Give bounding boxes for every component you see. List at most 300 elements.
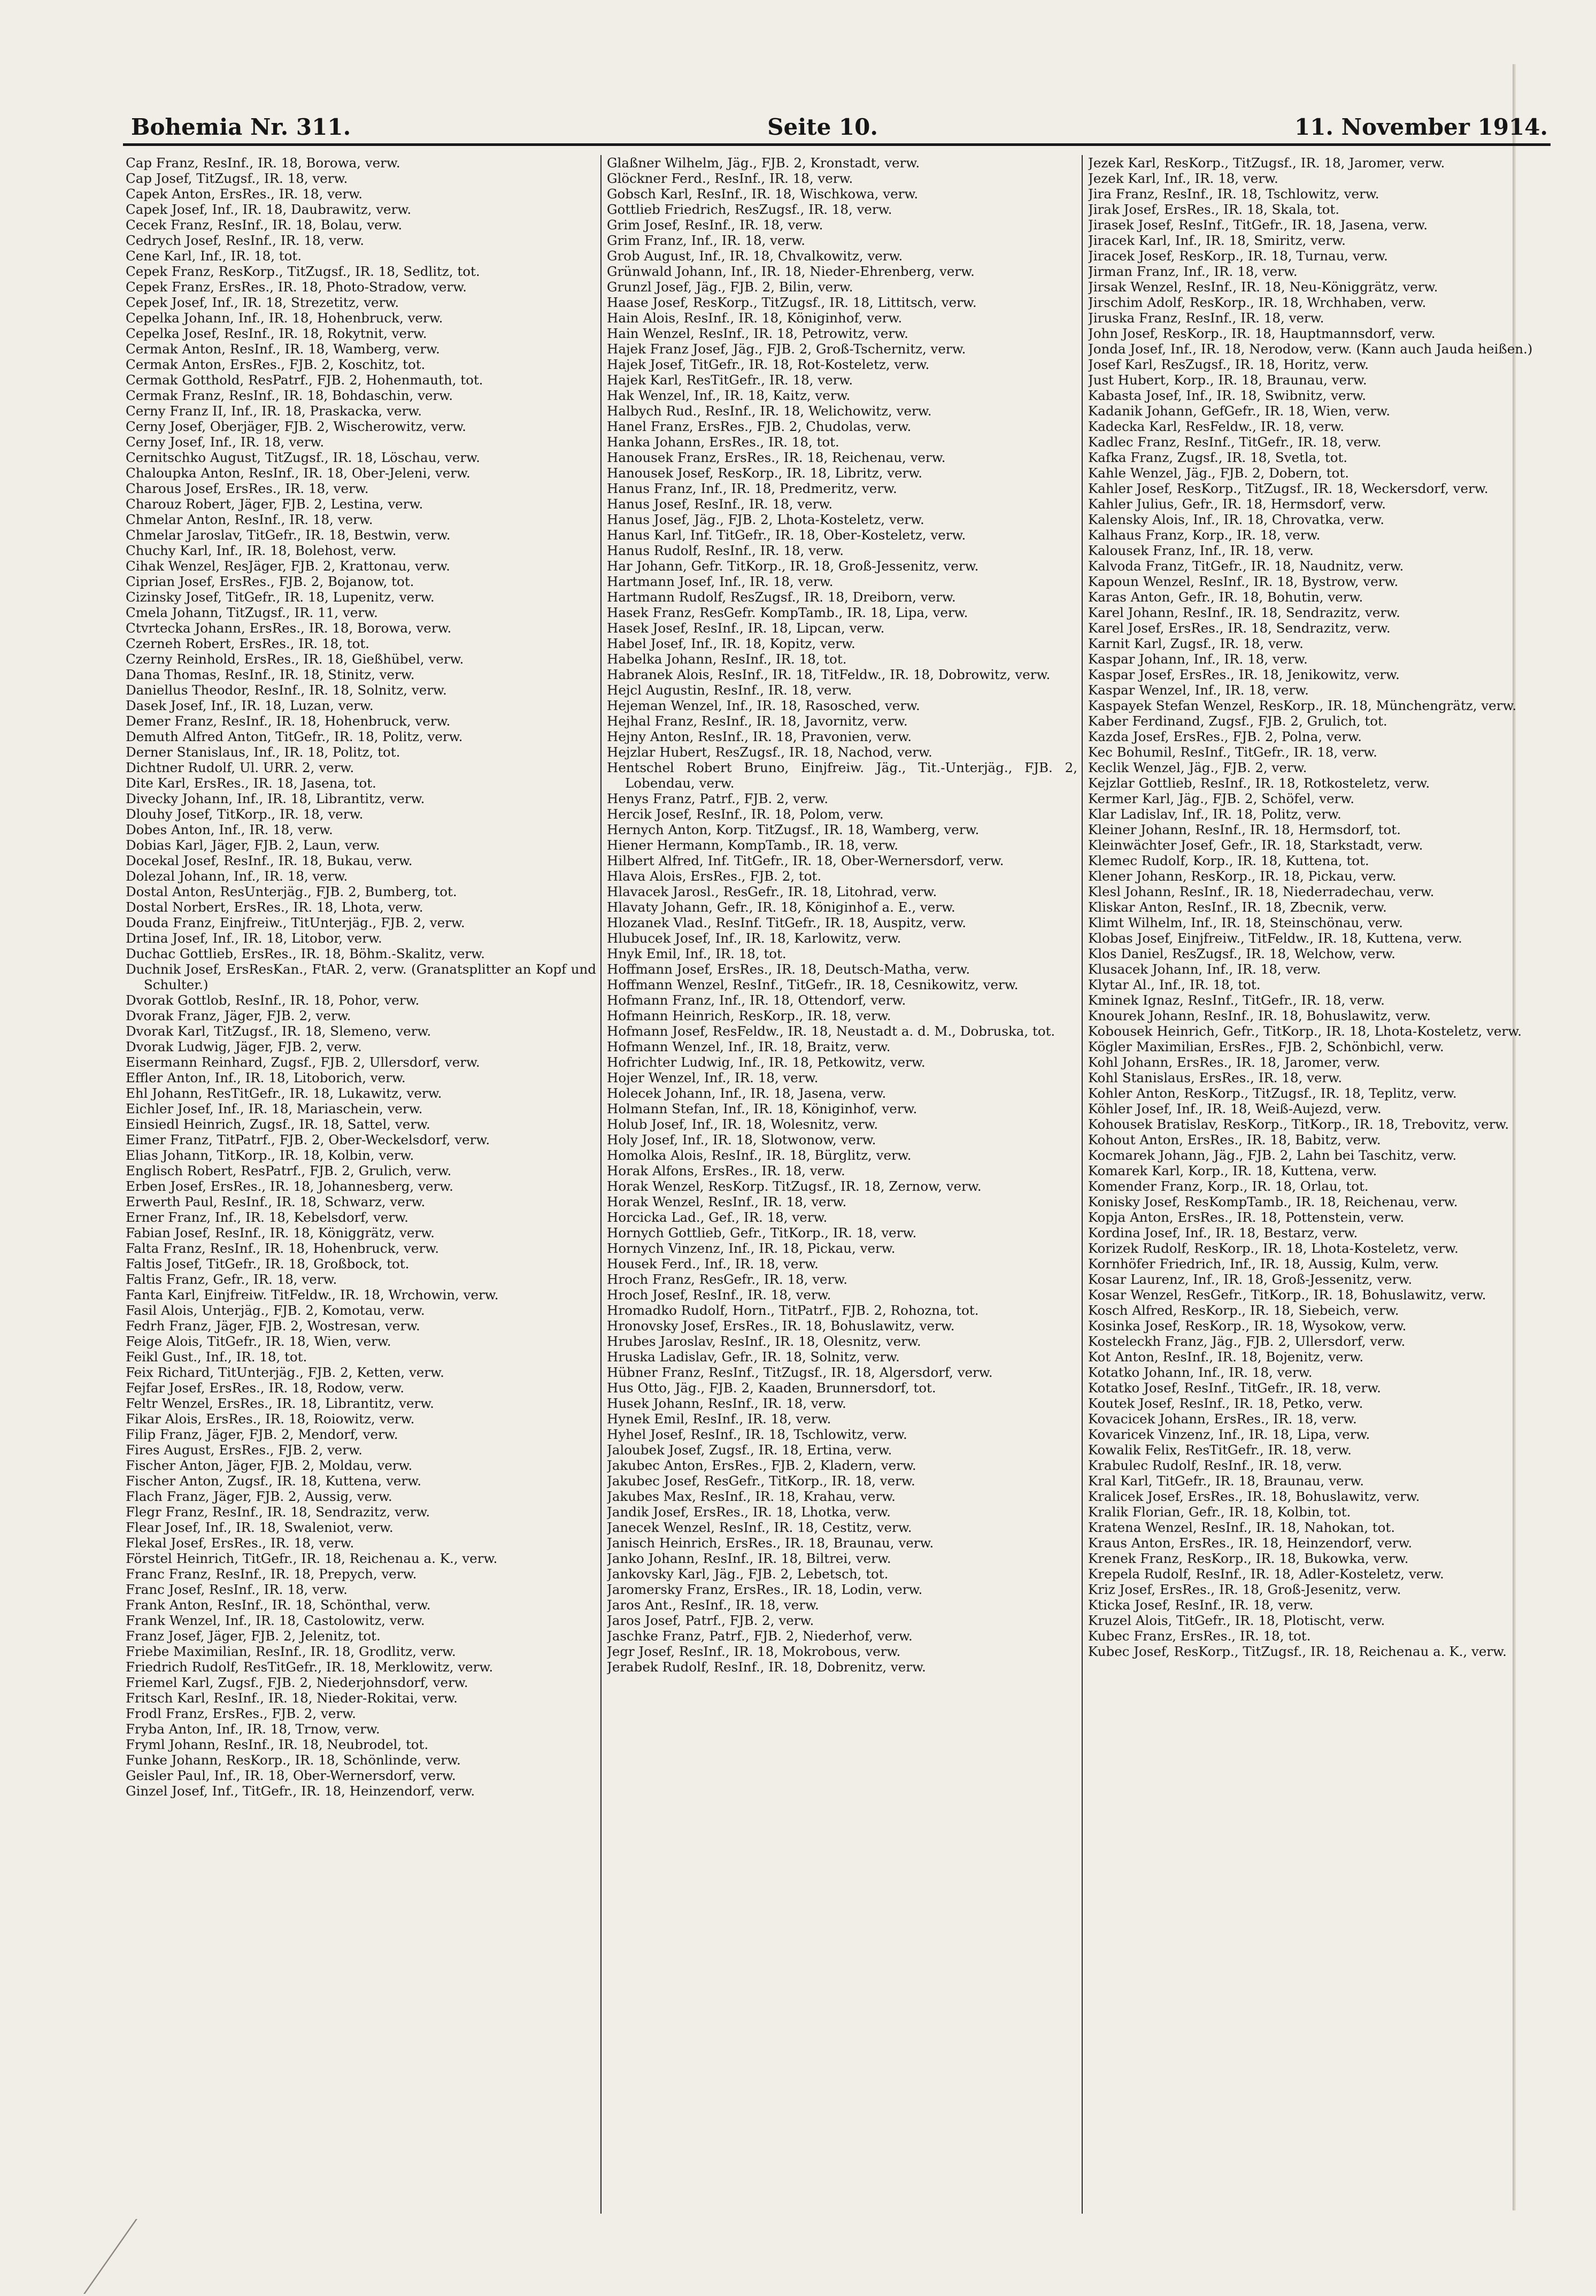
casualty-entry: Hlozanek Vlad., ResInf. TitGefr., IR. 18, Auspitz, verw. [607, 915, 967, 930]
casualty-entry: Frank Wenzel, Inf., IR. 18, Castolowitz, verw. [126, 1613, 425, 1628]
casualty-entry: Grunzl Josef, Jäg., FJB. 2, Bilin, verw. [607, 279, 853, 295]
casualty-entry: Hejcl Augustin, ResInf., IR. 18, verw. [607, 682, 852, 698]
casualty-entry: Josef Karl, ResZugsf., IR. 18, Horitz, verw. [1088, 357, 1369, 372]
casualty-entry: Jegr Josef, ResInf., IR. 18, Mokrobous, verw. [607, 1644, 901, 1659]
casualty-entry: Krabulec Rudolf, ResInf., IR. 18, verw. [1088, 1458, 1343, 1473]
casualty-entry: Cermak Anton, ResInf., IR. 18, Wamberg, verw. [126, 341, 440, 357]
casualty-entry: Kovacicek Johann, ErsRes., IR. 18, verw. [1088, 1411, 1357, 1427]
casualty-entry: Hübner Franz, ResInf., TitZugsf., IR. 18, Algersdorf, verw. [607, 1365, 993, 1380]
casualty-entry: Kaspayek Stefan Wenzel, ResKorp., IR. 18, Münchengrätz, verw. [1088, 698, 1517, 713]
casualty-entry: Jiracek Josef, ResKorp., IR. 18, Turnau, verw. [1088, 248, 1388, 264]
casualty-entry: Chaloupka Anton, ResInf., IR. 18, Ober-Jeleni, verw. [126, 465, 471, 481]
casualty-entry: Grob August, Inf., IR. 18, Chvalkowitz, verw. [607, 248, 903, 264]
casualty-entry: Klar Ladislav, Inf., IR. 18, Politz, verw. [1088, 806, 1341, 822]
casualty-entry: Kordina Josef, Inf., IR. 18, Bestarz, verw. [1088, 1225, 1358, 1241]
casualty-entry: Effler Anton, Inf., IR. 18, Litoborich, verw. [126, 1070, 406, 1085]
casualty-entry: Kohl Johann, ErsRes., IR. 18, Jaromer, verw. [1088, 1054, 1381, 1070]
casualty-entry: Kleiner Johann, ResInf., IR. 18, Hermsdorf, tot. [1088, 822, 1401, 837]
casualty-entry: Karel Johann, ResInf., IR. 18, Sendrazitz, verw. [1088, 605, 1400, 620]
casualty-entry: Chuchy Karl, Inf., IR. 18, Bolehost, verw. [126, 543, 397, 558]
casualty-entry: Kowalik Felix, ResTitGefr., IR. 18, verw. [1088, 1442, 1352, 1458]
casualty-entry: Feix Richard, TitUnterjäg., FJB. 2, Ketten, verw. [126, 1365, 444, 1380]
casualty-entry: Kohler Anton, ResKorp., TitZugsf., IR. 18, Teplitz, verw. [1088, 1085, 1457, 1101]
casualty-entry: Fikar Alois, ErsRes., IR. 18, Roiowitz, verw. [126, 1411, 415, 1427]
casualty-entry: Duchac Gottlieb, ErsRes., IR. 18, Böhm.-Skalitz, verw. [126, 946, 485, 961]
casualty-entry: Hartmann Josef, Inf., IR. 18, verw. [607, 574, 834, 589]
casualty-entry: Hanousek Josef, ResKorp., IR. 18, Libritz, verw. [607, 465, 923, 481]
casualty-entry: Konisky Josef, ResKompTamb., IR. 18, Reichenau, verw. [1088, 1194, 1458, 1209]
casualty-entry: Kahler Josef, ResKorp., TitZugsf., IR. 18, Weckersdorf, verw. [1088, 481, 1489, 496]
casualty-entry: Dana Thomas, ResInf., IR. 18, Stinitz, verw. [126, 667, 415, 682]
scan-fold-mark [83, 2219, 196, 2294]
casualty-entry: Klobas Josef, Einjfreiw., TitFeldw., IR. 18, Kuttena, verw. [1088, 930, 1462, 946]
casualty-entry: Ciprian Josef, ErsRes., FJB. 2, Bojanow, tot. [126, 574, 414, 589]
casualty-entry: Fejfar Josef, ErsRes., IR. 18, Rodow, verw. [126, 1380, 405, 1396]
casualty-entry: Kriz Josef, ErsRes., IR. 18, Groß-Jesenitz, verw. [1088, 1582, 1401, 1597]
casualty-entry: Fanta Karl, Einjfreiw. TitFeldw., IR. 18, Wrchowin, verw. [126, 1287, 499, 1303]
casualty-entry: Dichtner Rudolf, Ul. URR. 2, verw. [126, 760, 354, 775]
casualty-entry: Jaloubek Josef, Zugsf., IR. 18, Ertina, verw. [607, 1442, 892, 1458]
casualty-entry: Kalhaus Franz, Korp., IR. 18, verw. [1088, 527, 1321, 543]
casualty-entry: Komarek Karl, Korp., IR. 18, Kuttena, verw. [1088, 1163, 1377, 1178]
casualty-entry: Ehl Johann, ResTitGefr., IR. 18, Lukawitz, verw. [126, 1085, 442, 1101]
casualty-entry: Kögler Maximilian, ErsRes., FJB. 2, Schönbichl, verw. [1088, 1039, 1444, 1054]
casualty-entry: Kadecka Karl, ResFeldw., IR. 18, verw. [1088, 419, 1345, 434]
casualty-entry: Korizek Rudolf, ResKorp., IR. 18, Lhota-Kosteletz, verw. [1088, 1241, 1459, 1256]
casualty-entry: Jerabek Rudolf, ResInf., IR. 18, Dobrenitz, verw. [607, 1659, 926, 1675]
casualty-entry: Cepelka Johann, Inf., IR. 18, Hohenbruck, verw. [126, 310, 443, 326]
casualty-entry: Kocmarek Johann, Jäg., FJB. 2, Lahn bei Taschitz, verw. [1088, 1147, 1457, 1163]
casualty-entry: Jirak Josef, ErsRes., IR. 18, Skala, tot. [1088, 202, 1340, 217]
casualty-entry: Dobes Anton, Inf., IR. 18, verw. [126, 822, 333, 837]
casualty-entry: Jankovsky Karl, Jäg., FJB. 2, Lebetsch, tot. [607, 1566, 889, 1582]
casualty-entry: Hasek Josef, ResInf., IR. 18, Lipcan, verw. [607, 620, 885, 636]
casualty-entry: Englisch Robert, ResPatrf., FJB. 2, Grulich, verw. [126, 1163, 452, 1178]
casualty-entry: Klemec Rudolf, Korp., IR. 18, Kuttena, tot. [1088, 853, 1369, 868]
casualty-entry: Grünwald Johann, Inf., IR. 18, Nieder-Ehrenberg, verw. [607, 264, 975, 279]
casualty-entry: Hanka Johann, ErsRes., IR. 18, tot. [607, 434, 839, 450]
casualty-entry: Jiruska Franz, ResInf., IR. 18, verw. [1088, 310, 1324, 326]
casualty-entry: Cedrych Josef, ResInf., IR. 18, verw. [126, 233, 365, 248]
casualty-entry: Jirsak Wenzel, ResInf., IR. 18, Neu-Königgrätz, verw. [1088, 279, 1438, 295]
casualty-entry: Kadanik Johann, GefGefr., IR. 18, Wien, verw. [1088, 403, 1390, 419]
casualty-entry: Drtina Josef, Inf., IR. 18, Litobor, verw. [126, 930, 382, 946]
casualty-entry: Homolka Alois, ResInf., IR. 18, Bürglitz, verw. [607, 1147, 912, 1163]
casualty-entry: Hroch Franz, ResGefr., IR. 18, verw. [607, 1272, 848, 1287]
casualty-entry: Chmelar Jaroslav, TitGefr., IR. 18, Bestwin, verw. [126, 527, 451, 543]
casualty-entry: Franc Josef, ResInf., IR. 18, verw. [126, 1582, 348, 1597]
casualty-entry: Halbych Rud., ResInf., IR. 18, Welichowitz, verw. [607, 403, 932, 419]
casualty-entry: Feltr Wenzel, ErsRes., IR. 18, Librantitz, verw. [126, 1396, 434, 1411]
casualty-entry: Cermak Anton, ErsRes., FJB. 2, Koschitz, tot. [126, 357, 426, 372]
casualty-entry: Hlubucek Josef, Inf., IR. 18, Karlowitz, verw. [607, 930, 901, 946]
casualty-entry: Hronovsky Josef, ErsRes., IR. 18, Bohuslawitz, verw. [607, 1318, 955, 1334]
casualty-entry: Kral Karl, TitGefr., IR. 18, Braunau, verw. [1088, 1473, 1364, 1489]
casualty-entry: Klos Daniel, ResZugsf., IR. 18, Welchow, verw. [1088, 946, 1395, 961]
casualty-entry: Dite Karl, ErsRes., IR. 18, Jasena, tot. [126, 775, 376, 791]
column-divider [600, 155, 602, 2214]
casualty-entry: Filip Franz, Jäger, FJB. 2, Mendorf, verw. [126, 1427, 398, 1442]
casualty-entry: Jirschim Adolf, ResKorp., IR. 18, Wrchhaben, verw. [1088, 295, 1427, 310]
masthead-issue: Bohemia Nr. 311. [131, 114, 351, 140]
casualty-entry: Ctvrtecka Johann, ErsRes., IR. 18, Borowa, verw. [126, 620, 452, 636]
casualty-entry: Kosar Laurenz, Inf., IR. 18, Groß-Jessenitz, verw. [1088, 1272, 1413, 1287]
casualty-entry: Hojer Wenzel, Inf., IR. 18, verw. [607, 1070, 819, 1085]
casualty-entry: Hanus Karl, Inf. TitGefr., IR. 18, Ober-Kosteletz, verw. [607, 527, 966, 543]
casualty-entry: Hoffmann Josef, ErsRes., IR. 18, Deutsch-Matha, verw. [607, 961, 970, 977]
casualty-entry: Dostal Norbert, ErsRes., IR. 18, Lhota, verw. [126, 899, 423, 915]
casualty-entry: Cermak Gotthold, ResPatrf., FJB. 2, Hohenmauth, tot. [126, 372, 483, 388]
casualty-entry: Glöckner Ferd., ResInf., IR. 18, verw. [607, 171, 853, 186]
casualty-entry: Kraus Anton, ErsRes., IR. 18, Heinzendorf, verw. [1088, 1535, 1413, 1551]
casualty-entry: Fasil Alois, Unterjäg., FJB. 2, Komotau, verw. [126, 1303, 425, 1318]
casualty-entry: Hejzlar Hubert, ResZugsf., IR. 18, Nachod, verw. [607, 744, 932, 760]
casualty-entry: Hasek Franz, ResGefr. KompTamb., IR. 18, Lipa, verw. [607, 605, 968, 620]
casualty-entry: Hercik Josef, ResInf., IR. 18, Polom, verw. [607, 806, 884, 822]
casualty-entry: Cizinsky Josef, TitGefr., IR. 18, Lupenitz, verw. [126, 589, 435, 605]
casualty-entry: Cepek Franz, ErsRes., IR. 18, Photo-Stradow, verw. [126, 279, 467, 295]
casualty-entry: Jaromersky Franz, ErsRes., IR. 18, Lodin, verw. [607, 1582, 923, 1597]
casualty-entry: Kruzel Alois, TitGefr., IR. 18, Plotischt, verw. [1088, 1613, 1385, 1628]
casualty-entry: Elias Johann, TitKorp., IR. 18, Kolbin, verw. [126, 1147, 414, 1163]
casualty-entry: Geisler Paul, Inf., IR. 18, Ober-Wernersdorf, verw. [126, 1768, 456, 1783]
casualty-entry: Kornhöfer Friedrich, Inf., IR. 18, Aussig, Kulm, verw. [1088, 1256, 1439, 1272]
casualty-entry: Kosinka Josef, ResKorp., IR. 18, Wysokow, verw. [1088, 1318, 1407, 1334]
casualty-entry: Fires August, ErsRes., FJB. 2, verw. [126, 1442, 363, 1458]
casualty-entry: Cap Josef, TitZugsf., IR. 18, verw. [126, 171, 348, 186]
casualty-entry: Faltis Josef, TitGefr., IR. 18, Großbock, tot. [126, 1256, 410, 1272]
casualty-entry: Kotatko Josef, ResInf., TitGefr., IR. 18, verw. [1088, 1380, 1381, 1396]
casualty-entry: Dlouhy Josef, TitKorp., IR. 18, verw. [126, 806, 364, 822]
casualty-entry: Cerny Josef, Oberjäger, FJB. 2, Wischerowitz, verw. [126, 419, 466, 434]
casualty-entry: Chmelar Anton, ResInf., IR. 18, verw. [126, 512, 373, 527]
casualty-entry: Kaber Ferdinand, Zugsf., FJB. 2, Grulich, tot. [1088, 713, 1387, 729]
casualty-entry: Hofmann Wenzel, Inf., IR. 18, Braitz, verw. [607, 1039, 891, 1054]
casualty-entry: Kubec Franz, ErsRes., IR. 18, tot. [1088, 1628, 1311, 1644]
casualty-entry: Kopja Anton, ErsRes., IR. 18, Pottenstein, verw. [1088, 1209, 1405, 1225]
casualty-entry: Jaros Ant., ResInf., IR. 18, verw. [607, 1597, 819, 1613]
casualty-entry: Gobsch Karl, ResInf., IR. 18, Wischkowa, verw. [607, 186, 919, 202]
casualty-entry: Erner Franz, Inf., IR. 18, Kebelsdorf, verw. [126, 1209, 408, 1225]
casualty-entry: Karel Josef, ErsRes., IR. 18, Sendrazitz, verw. [1088, 620, 1391, 636]
casualty-entry: Eimer Franz, TitPatrf., FJB. 2, Ober-Weckelsdorf, verw. [126, 1132, 490, 1147]
casualty-entry: Kadlec Franz, ResInf., TitGefr., IR. 18, verw. [1088, 434, 1382, 450]
casualty-entry: Kalousek Franz, Inf., IR. 18, verw. [1088, 543, 1314, 558]
casualty-entry: Cepek Josef, Inf., IR. 18, Strezetitz, verw. [126, 295, 399, 310]
casualty-entry: Frank Anton, ResInf., IR. 18, Schönthal, verw. [126, 1597, 431, 1613]
casualty-entry: Habelka Johann, ResInf., IR. 18, tot. [607, 651, 847, 667]
column-1 [126, 155, 596, 2214]
casualty-entry: Hajek Franz Josef, Jäg., FJB. 2, Groß-Tschernitz, verw. [607, 341, 966, 357]
casualty-entry: Hornych Vinzenz, Inf., IR. 18, Pickau, verw. [607, 1241, 896, 1256]
casualty-entry: Kalensky Alois, Inf., IR. 18, Chrovatka, verw. [1088, 512, 1385, 527]
casualty-entry: Cihak Wenzel, ResJäger, FJB. 2, Krattonau, verw. [126, 558, 450, 574]
casualty-entry: Cerny Franz II, Inf., IR. 18, Praskacka, verw. [126, 403, 422, 419]
casualty-entry: Eichler Josef, Inf., IR. 18, Mariaschein, verw. [126, 1101, 423, 1116]
masthead-rule [123, 143, 1551, 146]
casualty-entry: Hiener Hermann, KompTamb., IR. 18, verw. [607, 837, 899, 853]
casualty-entry: Jakubes Max, ResInf., IR. 18, Krahau, verw. [607, 1489, 896, 1504]
casualty-entry: Kaspar Wenzel, Inf., IR. 18, verw. [1088, 682, 1309, 698]
casualty-entry: Hynek Emil, ResInf., IR. 18, verw. [607, 1411, 831, 1427]
casualty-entry: Feige Alois, TitGefr., IR. 18, Wien, verw. [126, 1334, 391, 1349]
casualty-entry: Hentschel Robert Bruno, Einjfreiw. Jäg., Tit.-Unterjäg., FJB. 2, Lobendau, verw. [607, 760, 1077, 791]
casualty-entry: Dostal Anton, ResUnterjäg., FJB. 2, Bumberg, tot. [126, 884, 457, 899]
casualty-entry: Cene Karl, Inf., IR. 18, tot. [126, 248, 302, 264]
casualty-entry: Jira Franz, ResInf., IR. 18, Tschlowitz, verw. [1088, 186, 1379, 202]
casualty-entry: Jakubec Anton, ErsRes., FJB. 2, Kladern, verw. [607, 1458, 916, 1473]
casualty-entry: Hlava Alois, ErsRes., FJB. 2, tot. [607, 868, 822, 884]
casualty-entry: Habel Josef, Inf., IR. 18, Kopitz, verw. [607, 636, 855, 651]
casualty-entry: Keclik Wenzel, Jäg., FJB. 2, verw. [1088, 760, 1307, 775]
casualty-entry: Kahler Julius, Gefr., IR. 18, Hermsdorf, verw. [1088, 496, 1386, 512]
casualty-entry: Jakubec Josef, ResGefr., TitKorp., IR. 18, verw. [607, 1473, 915, 1489]
casualty-entry: Hnyk Emil, Inf., IR. 18, tot. [607, 946, 787, 961]
casualty-entry: Jezek Karl, Inf., IR. 18, verw. [1088, 171, 1278, 186]
casualty-entry: Frodl Franz, ErsRes., FJB. 2, verw. [126, 1706, 356, 1721]
casualty-entry: Erben Josef, ErsRes., IR. 18, Johannesberg, verw. [126, 1178, 453, 1194]
casualty-entry: Klesl Johann, ResInf., IR. 18, Niederradechau, verw. [1088, 884, 1435, 899]
casualty-entry: Hernych Anton, Korp. TitZugsf., IR. 18, Wamberg, verw. [607, 822, 980, 837]
casualty-entry: Klimt Wilhelm, Inf., IR. 18, Steinschönau, verw. [1088, 915, 1403, 930]
casualty-entry: Dolezal Johann, Inf., IR. 18, verw. [126, 868, 348, 884]
casualty-entry: Fischer Anton, Jäger, FJB. 2, Moldau, verw. [126, 1458, 413, 1473]
casualty-entry: Feikl Gust., Inf., IR. 18, tot. [126, 1349, 307, 1365]
casualty-entry: Kotatko Johann, Inf., IR. 18, verw. [1088, 1365, 1313, 1380]
casualty-entry: John Josef, ResKorp., IR. 18, Hauptmannsdorf, verw. [1088, 326, 1436, 341]
casualty-entry: Ginzel Josef, Inf., TitGefr., IR. 18, Heinzendorf, verw. [126, 1783, 475, 1799]
casualty-entry: Charouz Robert, Jäger, FJB. 2, Lestina, verw. [126, 496, 423, 512]
casualty-entry: Kalvoda Franz, TitGefr., IR. 18, Naudnitz, verw. [1088, 558, 1404, 574]
casualty-entry: Jaschke Franz, Patrf., FJB. 2, Niederhof, verw. [607, 1628, 913, 1644]
casualty-entry: Jaros Josef, Patrf., FJB. 2, verw. [607, 1613, 814, 1628]
casualty-entry: Kohousek Bratislav, ResKorp., TitKorp., IR. 18, Trebovitz, verw. [1088, 1116, 1509, 1132]
casualty-entry: Hanousek Franz, ErsRes., IR. 18, Reichenau, verw. [607, 450, 946, 465]
casualty-entry: Janecek Wenzel, ResInf., IR. 18, Cestitz, verw. [607, 1520, 912, 1535]
casualty-entry: Eisermann Reinhard, Zugsf., FJB. 2, Ullersdorf, verw. [126, 1054, 480, 1070]
casualty-entry: Grim Franz, Inf., IR. 18, verw. [607, 233, 806, 248]
casualty-entry: Hyhel Josef, ResInf., IR. 18, Tschlowitz, verw. [607, 1427, 907, 1442]
casualty-entry: Horcicka Lad., Gef., IR. 18, verw. [607, 1209, 828, 1225]
casualty-entry: Cepek Franz, ResKorp., TitZugsf., IR. 18, Sedlitz, tot. [126, 264, 480, 279]
casualty-entry: Habranek Alois, ResInf., IR. 18, TitFeldw., IR. 18, Dobrowitz, verw. [607, 667, 1051, 682]
casualty-entry: Friedrich Rudolf, ResTitGefr., IR. 18, Merklowitz, verw. [126, 1659, 494, 1675]
casualty-entry: Kubec Josef, ResKorp., TitZugsf., IR. 18, Reichenau a. K., verw. [1088, 1644, 1507, 1659]
casualty-entry: Kratena Wenzel, ResInf., IR. 18, Nahokan, tot. [1088, 1520, 1395, 1535]
casualty-entry: Krenek Franz, ResKorp., IR. 18, Bukowka, verw. [1088, 1551, 1409, 1566]
casualty-entry: Karas Anton, Gefr., IR. 18, Bohutin, verw. [1088, 589, 1363, 605]
casualty-entry: Karnit Karl, Zugsf., IR. 18, verw. [1088, 636, 1304, 651]
casualty-entry: Dvorak Ludwig, Jäger, FJB. 2, verw. [126, 1039, 362, 1054]
casualty-entry: Charous Josef, ErsRes., IR. 18, verw. [126, 481, 369, 496]
casualty-entry: Komender Franz, Korp., IR. 18, Orlau, tot. [1088, 1178, 1369, 1194]
casualty-entry: Janko Johann, ResInf., IR. 18, Biltrei, verw. [607, 1551, 891, 1566]
casualty-entry: Cerny Josef, Inf., IR. 18, verw. [126, 434, 325, 450]
casualty-entry: Hoffmann Wenzel, ResInf., TitGefr., IR. 18, Cesnikowitz, verw. [607, 977, 1019, 992]
casualty-entry: Klytar Al., Inf., IR. 18, tot. [1088, 977, 1261, 992]
casualty-entry: Kabasta Josef, Inf., IR. 18, Swibnitz, verw. [1088, 388, 1367, 403]
casualty-entry: Flekal Josef, ErsRes., IR. 18, verw. [126, 1535, 354, 1551]
casualty-entry: Fischer Anton, Zugsf., IR. 18, Kuttena, verw. [126, 1473, 421, 1489]
casualty-entry: Friemel Karl, Zugsf., FJB. 2, Niederjohnsdorf, verw. [126, 1675, 468, 1690]
casualty-entry: Capek Anton, ErsRes., IR. 18, verw. [126, 186, 363, 202]
casualty-entry: Kobousek Heinrich, Gefr., TitKorp., IR. 18, Lhota-Kosteletz, verw. [1088, 1023, 1522, 1039]
casualty-entry: Flear Josef, Inf., IR. 18, Swaleniot, verw. [126, 1520, 394, 1535]
casualty-entry: Kralicek Josef, ErsRes., IR. 18, Bohuslawitz, verw. [1088, 1489, 1420, 1504]
casualty-entry: Cepelka Josef, ResInf., IR. 18, Rokytnit, verw. [126, 326, 427, 341]
casualty-entry: Flegr Franz, ResInf., IR. 18, Sendrazitz, verw. [126, 1504, 430, 1520]
casualty-entry: Hak Wenzel, Inf., IR. 18, Kaitz, verw. [607, 388, 851, 403]
casualty-entry: Hejny Anton, ResInf., IR. 18, Pravonien, verw. [607, 729, 912, 744]
casualty-entry: Husek Johann, ResInf., IR. 18, verw. [607, 1396, 846, 1411]
casualty-entry: Holub Josef, Inf., IR. 18, Wolesnitz, verw. [607, 1116, 878, 1132]
casualty-entry: Dvorak Karl, TitZugsf., IR. 18, Slemeno, verw. [126, 1023, 431, 1039]
casualty-entry: Hain Alois, ResInf., IR. 18, Königinhof, verw. [607, 310, 903, 326]
casualty-entry: Just Hubert, Korp., IR. 18, Braunau, verw. [1088, 372, 1367, 388]
casualty-entry: Grim Josef, ResInf., IR. 18, verw. [607, 217, 823, 233]
casualty-entry: Divecky Johann, Inf., IR. 18, Librantitz, verw. [126, 791, 425, 806]
casualty-entry: Kovaricek Vinzenz, Inf., IR. 18, Lipa, verw. [1088, 1427, 1370, 1442]
casualty-entry: Horak Alfons, ErsRes., IR. 18, verw. [607, 1163, 845, 1178]
column-divider [1082, 155, 1083, 2214]
casualty-entry: Friebe Maximilian, ResInf., IR. 18, Grodlitz, verw. [126, 1644, 456, 1659]
casualty-list [126, 155, 1548, 2214]
casualty-entry: Cap Franz, ResInf., IR. 18, Borowa, verw. [126, 155, 400, 171]
casualty-entry: Fritsch Karl, ResInf., IR. 18, Nieder-Rokitai, verw. [126, 1690, 458, 1706]
casualty-entry: Kosteleckh Franz, Jäg., FJB. 2, Ullersdorf, verw. [1088, 1334, 1406, 1349]
casualty-entry: Knourek Johann, ResInf., IR. 18, Bohuslawitz, verw. [1088, 1008, 1431, 1023]
casualty-entry: Jandik Josef, ErsRes., IR. 18, Lhotka, verw. [607, 1504, 891, 1520]
casualty-entry: Förstel Heinrich, TitGefr., IR. 18, Reichenau a. K., verw. [126, 1551, 498, 1566]
casualty-entry: Dvorak Gottlob, ResInf., IR. 18, Pohor, verw. [126, 992, 420, 1008]
casualty-entry: Fabian Josef, ResInf., IR. 18, Königgrätz, verw. [126, 1225, 435, 1241]
casualty-entry: Har Johann, Gefr. TitKorp., IR. 18, Groß-Jessenitz, verw. [607, 558, 979, 574]
casualty-entry: Holecek Johann, Inf., IR. 18, Jasena, verw. [607, 1085, 886, 1101]
casualty-entry: Köhler Josef, Inf., IR. 18, Weiß-Aujezd, verw. [1088, 1101, 1382, 1116]
casualty-entry: Hanus Rudolf, ResInf., IR. 18, verw. [607, 543, 844, 558]
casualty-entry: Hrubes Jaroslav, ResInf., IR. 18, Olesnitz, verw. [607, 1334, 921, 1349]
casualty-entry: Cermak Franz, ResInf., IR. 18, Bohdaschin, verw. [126, 388, 453, 403]
casualty-entry: Douda Franz, Einjfreiw., TitUnterjäg., FJB. 2, verw. [126, 915, 465, 930]
casualty-entry: Funke Johann, ResKorp., IR. 18, Schönlinde, verw. [126, 1752, 461, 1768]
casualty-entry: Hajek Josef, TitGefr., IR. 18, Rot-Kosteletz, verw. [607, 357, 930, 372]
casualty-entry: Kohout Anton, ErsRes., IR. 18, Babitz, verw. [1088, 1132, 1381, 1147]
casualty-entry: Kosch Alfred, ResKorp., IR. 18, Siebeich, verw. [1088, 1303, 1399, 1318]
casualty-entry: Hofrichter Ludwig, Inf., IR. 18, Petkowitz, verw. [607, 1054, 926, 1070]
casualty-entry: Erwerth Paul, ResInf., IR. 18, Schwarz, verw. [126, 1194, 426, 1209]
casualty-entry: Gottlieb Friedrich, ResZugsf., IR. 18, verw. [607, 202, 892, 217]
masthead [131, 107, 1548, 140]
casualty-entry: Faltis Franz, Gefr., IR. 18, verw. [126, 1272, 337, 1287]
casualty-entry: Demer Franz, ResInf., IR. 18, Hohenbruck, verw. [126, 713, 451, 729]
casualty-entry: Fryml Johann, ResInf., IR. 18, Neubrodel, tot. [126, 1737, 429, 1752]
casualty-entry: Kticka Josef, ResInf., IR. 18, verw. [1088, 1597, 1314, 1613]
masthead-page-number: Seite 10. [767, 114, 878, 140]
casualty-entry: Kleinwächter Josef, Gefr., IR. 18, Starkstadt, verw. [1088, 837, 1423, 853]
casualty-entry: Dvorak Franz, Jäger, FJB. 2, verw. [126, 1008, 351, 1023]
casualty-entry: Hus Otto, Jäg., FJB. 2, Kaaden, Brunnersdorf, tot. [607, 1380, 936, 1396]
casualty-entry: Falta Franz, ResInf., IR. 18, Hohenbruck, verw. [126, 1241, 439, 1256]
casualty-entry: Einsiedl Heinrich, Zugsf., IR. 18, Sattel, verw. [126, 1116, 430, 1132]
casualty-entry: Glaßner Wilhelm, Jäg., FJB. 2, Kronstadt, verw. [607, 155, 920, 171]
casualty-entry: Jirman Franz, Inf., IR. 18, verw. [1088, 264, 1298, 279]
masthead-date: 11. November 1914. [1294, 114, 1548, 140]
casualty-entry: Jonda Josef, Inf., IR. 18, Nerodow, verw. (Kann auch Jauda heißen.) [1088, 341, 1533, 357]
casualty-entry: Klener Johann, ResKorp., IR. 18, Pickau, verw. [1088, 868, 1397, 884]
casualty-entry: Kosar Wenzel, ResGefr., TitKorp., IR. 18, Bohuslawitz, verw. [1088, 1287, 1486, 1303]
casualty-entry: Hanel Franz, ErsRes., FJB. 2, Chudolas, verw. [607, 419, 912, 434]
casualty-entry: Kapoun Wenzel, ResInf., IR. 18, Bystrow, verw. [1088, 574, 1399, 589]
casualty-entry: Fedrh Franz, Jäger, FJB. 2, Wostresan, verw. [126, 1318, 420, 1334]
casualty-entry: Hanus Franz, Inf., IR. 18, Predmeritz, verw. [607, 481, 897, 496]
casualty-entry: Daniellus Theodor, ResInf., IR. 18, Solnitz, verw. [126, 682, 447, 698]
column-2 [607, 155, 1077, 2214]
casualty-entry: Kminek Ignaz, ResInf., TitGefr., IR. 18, verw. [1088, 992, 1385, 1008]
casualty-entry: Henys Franz, Patrf., FJB. 2, verw. [607, 791, 828, 806]
casualty-entry: Duchnik Josef, ErsResKan., FtAR. 2, verw. (Granatsplitter an Kopf und Schulter.) [126, 961, 596, 992]
casualty-entry: Hornych Gottlieb, Gefr., TitKorp., IR. 18, verw. [607, 1225, 917, 1241]
casualty-entry: Hanus Josef, Jäg., FJB. 2, Lhota-Kosteletz, verw. [607, 512, 924, 527]
casualty-entry: Kahle Wenzel, Jäg., FJB. 2, Dobern, tot. [1088, 465, 1350, 481]
casualty-entry: Kliskar Anton, ResInf., IR. 18, Zbecnik, verw. [1088, 899, 1387, 915]
casualty-entry: Kohl Stanislaus, ErsRes., IR. 18, verw. [1088, 1070, 1342, 1085]
casualty-entry: Hroch Josef, ResInf., IR. 18, verw. [607, 1287, 831, 1303]
casualty-entry: Haase Josef, ResKorp., TitZugsf., IR. 18, Littitsch, verw. [607, 295, 977, 310]
casualty-entry: Kralik Florian, Gefr., IR. 18, Kolbin, tot. [1088, 1504, 1351, 1520]
casualty-entry: Hejhal Franz, ResInf., IR. 18, Javornitz, verw. [607, 713, 908, 729]
casualty-entry: Hofmann Franz, Inf., IR. 18, Ottendorf, verw. [607, 992, 906, 1008]
casualty-entry: Hajek Karl, ResTitGefr., IR. 18, verw. [607, 372, 853, 388]
casualty-entry: Czerny Reinhold, ErsRes., IR. 18, Gießhübel, verw. [126, 651, 464, 667]
casualty-entry: Kot Anton, ResInf., IR. 18, Bojenitz, verw. [1088, 1349, 1364, 1365]
casualty-entry: Janisch Heinrich, ErsRes., IR. 18, Braunau, verw. [607, 1535, 934, 1551]
casualty-entry: Jiracek Karl, Inf., IR. 18, Smiritz, verw. [1088, 233, 1346, 248]
casualty-entry: Hruska Ladislav, Gefr., IR. 18, Solnitz, verw. [607, 1349, 900, 1365]
casualty-entry: Hlavaty Johann, Gefr., IR. 18, Königinhof a. E., verw. [607, 899, 955, 915]
casualty-entry: Kaspar Johann, Inf., IR. 18, verw. [1088, 651, 1308, 667]
casualty-entry: Hejeman Wenzel, Inf., IR. 18, Rasosched, verw. [607, 698, 920, 713]
casualty-entry: Hofmann Heinrich, ResKorp., IR. 18, verw. [607, 1008, 891, 1023]
casualty-entry: Horak Wenzel, ResInf., IR. 18, verw. [607, 1194, 847, 1209]
casualty-entry: Hanus Josef, ResInf., IR. 18, verw. [607, 496, 833, 512]
casualty-entry: Jezek Karl, ResKorp., TitZugsf., IR. 18, Jaromer, verw. [1088, 155, 1445, 171]
casualty-entry: Housek Ferd., Inf., IR. 18, verw. [607, 1256, 819, 1272]
casualty-entry: Klusacek Johann, Inf., IR. 18, verw. [1088, 961, 1321, 977]
casualty-entry: Dobias Karl, Jäger, FJB. 2, Laun, verw. [126, 837, 380, 853]
casualty-entry: Jirasek Josef, ResInf., TitGefr., IR. 18, Jasena, verw. [1088, 217, 1428, 233]
casualty-entry: Cecek Franz, ResInf., IR. 18, Bolau, verw. [126, 217, 403, 233]
casualty-entry: Hartmann Rudolf, ResZugsf., IR. 18, Dreiborn, verw. [607, 589, 956, 605]
casualty-entry: Franc Franz, ResInf., IR. 18, Prepych, verw. [126, 1566, 417, 1582]
casualty-entry: Czerneh Robert, ErsRes., IR. 18, tot. [126, 636, 369, 651]
casualty-entry: Flach Franz, Jäger, FJB. 2, Aussig, verw. [126, 1489, 392, 1504]
casualty-entry: Kaspar Josef, ErsRes., IR. 18, Jenikowitz, verw. [1088, 667, 1400, 682]
casualty-entry: Krepela Rudolf, ResInf., IR. 18, Adler-Kosteletz, verw. [1088, 1566, 1444, 1582]
casualty-entry: Koutek Josef, ResInf., IR. 18, Petko, verw. [1088, 1396, 1363, 1411]
casualty-entry: Kazda Josef, ErsRes., FJB. 2, Polna, verw. [1088, 729, 1362, 744]
casualty-entry: Horak Wenzel, ResKorp. TitZugsf., IR. 18, Zernow, verw. [607, 1178, 982, 1194]
casualty-entry: Dasek Josef, Inf., IR. 18, Luzan, verw. [126, 698, 374, 713]
casualty-entry: Kejzlar Gottlieb, ResInf., IR. 18, Rotkosteletz, verw. [1088, 775, 1430, 791]
casualty-entry: Capek Josef, Inf., IR. 18, Daubrawitz, verw. [126, 202, 412, 217]
casualty-entry: Holmann Stefan, Inf., IR. 18, Königinhof, verw. [607, 1101, 917, 1116]
column-3 [1088, 155, 1548, 2214]
casualty-entry: Kermer Karl, Jäg., FJB. 2, Schöfel, verw. [1088, 791, 1355, 806]
casualty-entry: Docekal Josef, ResInf., IR. 18, Bukau, verw. [126, 853, 413, 868]
casualty-entry: Hilbert Alfred, Inf. TitGefr., IR. 18, Ober-Wernersdorf, verw. [607, 853, 1004, 868]
casualty-entry: Hlavacek Jarosl., ResGefr., IR. 18, Litohrad, verw. [607, 884, 937, 899]
casualty-entry: Fryba Anton, Inf., IR. 18, Trnow, verw. [126, 1721, 380, 1737]
